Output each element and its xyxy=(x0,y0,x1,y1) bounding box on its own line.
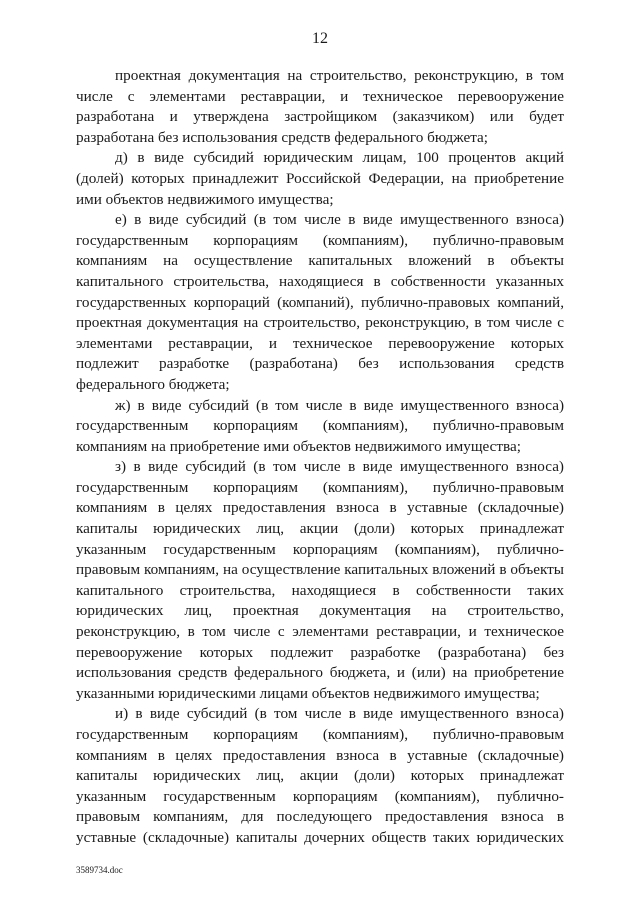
text-line: подлежит разработке (разработана) без использования средств xyxy=(76,355,564,373)
text-line: компаниям на осуществление капитальных вложений в объекты xyxy=(76,252,564,270)
text-line: юридических лиц, проектная документация на строительство, xyxy=(76,602,564,620)
text-line: проектная документация на строительство, реконструкцию, в том числе с xyxy=(76,314,564,332)
text-line: использования средств федерального бюджета, и (или) на приобретение xyxy=(76,664,564,682)
text-line: перевооружение которых подлежит разработке (разработана) без xyxy=(76,643,564,661)
text-line: федерального бюджета; xyxy=(76,375,230,393)
text-line: капиталы юридических лиц, акции (доли) которых принадлежат xyxy=(76,520,564,538)
text-line: ж) в виде субсидий (в том числе в виде имущественного взноса) xyxy=(115,396,564,414)
text-line: д) в виде субсидий юридическим лицам, 100 процентов акций xyxy=(115,149,564,167)
text-line: указанным государственным корпорациям (компаниям), публично- xyxy=(76,787,564,805)
text-line: реконструкцию, в том числе с элементами реставрации, и техническое xyxy=(76,623,564,641)
text-line: уставные (складочные) капиталы дочерних обществ таких юридических xyxy=(76,828,564,846)
text-line: правовым компаниям, для последующего предоставления взноса в xyxy=(76,808,564,826)
text-line: указанным государственным корпорациям (компаниям), публично- xyxy=(76,540,564,558)
text-line: з) в виде субсидий (в том числе в виде имущественного взноса) xyxy=(115,458,564,476)
text-line: капитального строительства, находящиеся в собственности указанных xyxy=(76,272,564,290)
text-line: проектная документация на строительство, реконструкцию, в том xyxy=(115,67,564,84)
text-line: и) в виде субсидий (в том числе в виде имущественного взноса) xyxy=(115,705,564,723)
text-line: государственным корпорациям (компаниям), публично-правовым xyxy=(76,478,564,496)
text-line: (долей) которых принадлежит Российской Федерации, на приобретение xyxy=(76,169,564,187)
text-line: капитального строительства, находящиеся в собственности таких xyxy=(76,581,564,599)
document-body-text xyxy=(76,66,564,849)
text-line: ими объектов недвижимого имущества; xyxy=(76,190,334,208)
page-number: 12 xyxy=(312,30,328,47)
text-line: е) в виде субсидий (в том числе в виде имущественного взноса) xyxy=(115,211,564,229)
footer-file-name: 3589734.doc xyxy=(76,865,123,875)
text-line: государственным корпорациям (компаниям), публично-правовым xyxy=(76,726,564,743)
text-line: разработана и утверждена застройщиком (заказчиком) или будет xyxy=(76,108,564,126)
text-line: государственным корпорациям (компаниям), публично-правовым xyxy=(76,231,564,249)
text-line: правовым компаниям, на осуществление капитальных вложений в объекты xyxy=(76,561,564,579)
text-line: государственных корпораций (компаний), публично-правовых компаний, xyxy=(76,293,564,311)
text-line: компаниям в целях предоставления взноса в уставные (складочные) xyxy=(76,499,564,517)
text-line: государственным корпорациям (компаниям), публично-правовым xyxy=(76,417,564,435)
text-line: элементами реставрации, и техническое перевооружение которых xyxy=(76,334,564,352)
text-line: разработана без использования средств федерального бюджета; xyxy=(76,128,488,146)
text-line: капиталы юридических лиц, акции (доли) которых принадлежат xyxy=(76,767,564,785)
text-line: указанными юридическими лицами объектов недвижимого имущества; xyxy=(76,684,540,702)
text-line: числе с элементами реставрации, и техническое перевооружение xyxy=(76,87,564,105)
text-line: компаниям в целях предоставления взноса в уставные (складочные) xyxy=(76,746,564,764)
text-line: компаниям на приобретение ими объектов недвижимого имущества; xyxy=(76,437,521,455)
